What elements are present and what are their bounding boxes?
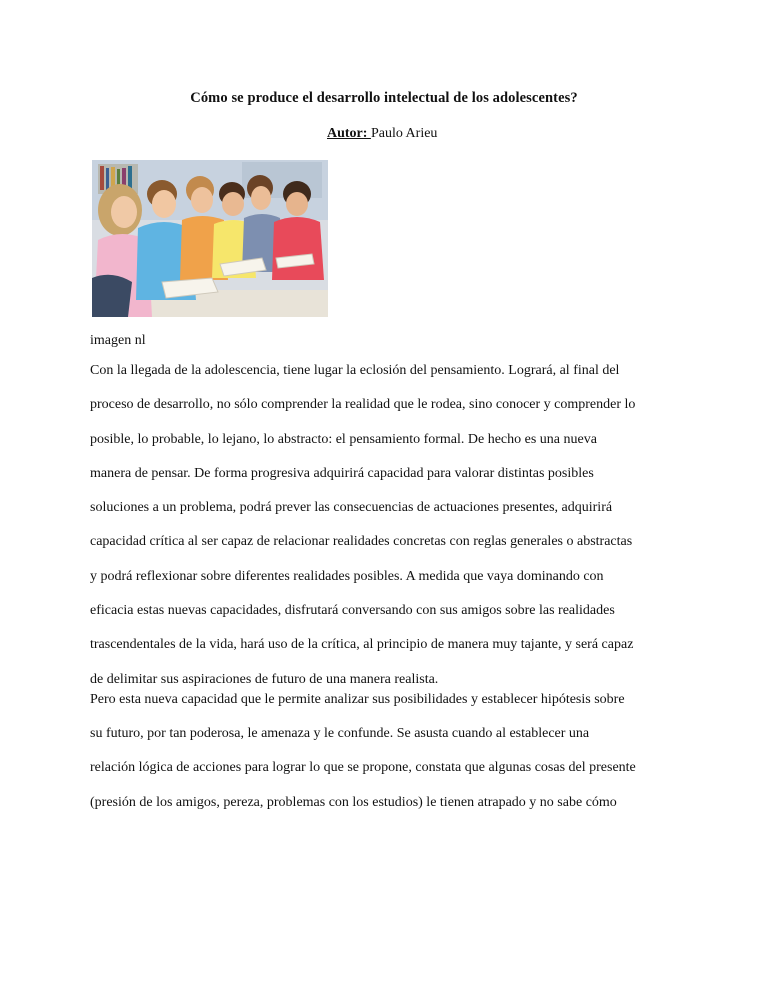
- author-label: Autor:: [327, 126, 371, 141]
- author-line: [327, 126, 437, 142]
- text-line: manera de pensar. De forma progresiva adquirirá capacidad para valorar distintas posibles: [90, 465, 594, 481]
- text-line: y podrá reflexionar sobre diferentes realidades posibles. A medida que vaya dominando con: [90, 568, 604, 584]
- students-reading-photo: [92, 160, 328, 317]
- body-text: [90, 363, 690, 829]
- document-title: Cómo se produce el desarrollo intelectual de los adolescentes?: [190, 90, 578, 106]
- text-line: proceso de desarrollo, no sólo comprender la realidad que le rodea, sino conocer y comprender lo: [90, 397, 636, 413]
- text-line: soluciones a un problema, podrá prever las consecuencias de actuaciones presentes, adquirirá: [90, 500, 613, 516]
- image-caption: imagen nl: [90, 333, 146, 348]
- text-line: posible, lo probable, lo lejano, lo abstracto: el pensamiento formal. De hecho es una nueva: [90, 431, 597, 447]
- text-line: capacidad crítica al ser capaz de relacionar realidades concretas con reglas generales o abstractas: [90, 534, 633, 550]
- text-line: Pero esta nueva capacidad que le permite analizar sus posibilidades y establecer hipótesis sobre: [90, 691, 625, 707]
- text-line: (presión de los amigos, pereza, problemas con los estudios) le tienen atrapado y no sabe cómo: [90, 794, 617, 810]
- text-line: trascendentales de la vida, hará uso de la crítica, al principio de manera muy tajante, y será capaz: [90, 637, 634, 653]
- text-line: de delimitar sus aspiraciones de futuro de una manera realista.: [90, 671, 439, 687]
- author-name: Paulo Arieu: [370, 126, 438, 141]
- text-line: eficacia estas nuevas capacidades, disfrutará conversando con sus amigos sobre las realidades: [90, 603, 615, 619]
- text-line: relación lógica de acciones para lograr lo que se propone, constata que algunas cosas del presente: [90, 760, 636, 776]
- text-line: su futuro, por tan poderosa, le amenaza y le confunde. Se asusta cuando al establecer una: [90, 725, 590, 741]
- text-line: Con la llegada de la adolescencia, tiene lugar la eclosión del pensamiento. Logrará, al final del: [90, 363, 620, 378]
